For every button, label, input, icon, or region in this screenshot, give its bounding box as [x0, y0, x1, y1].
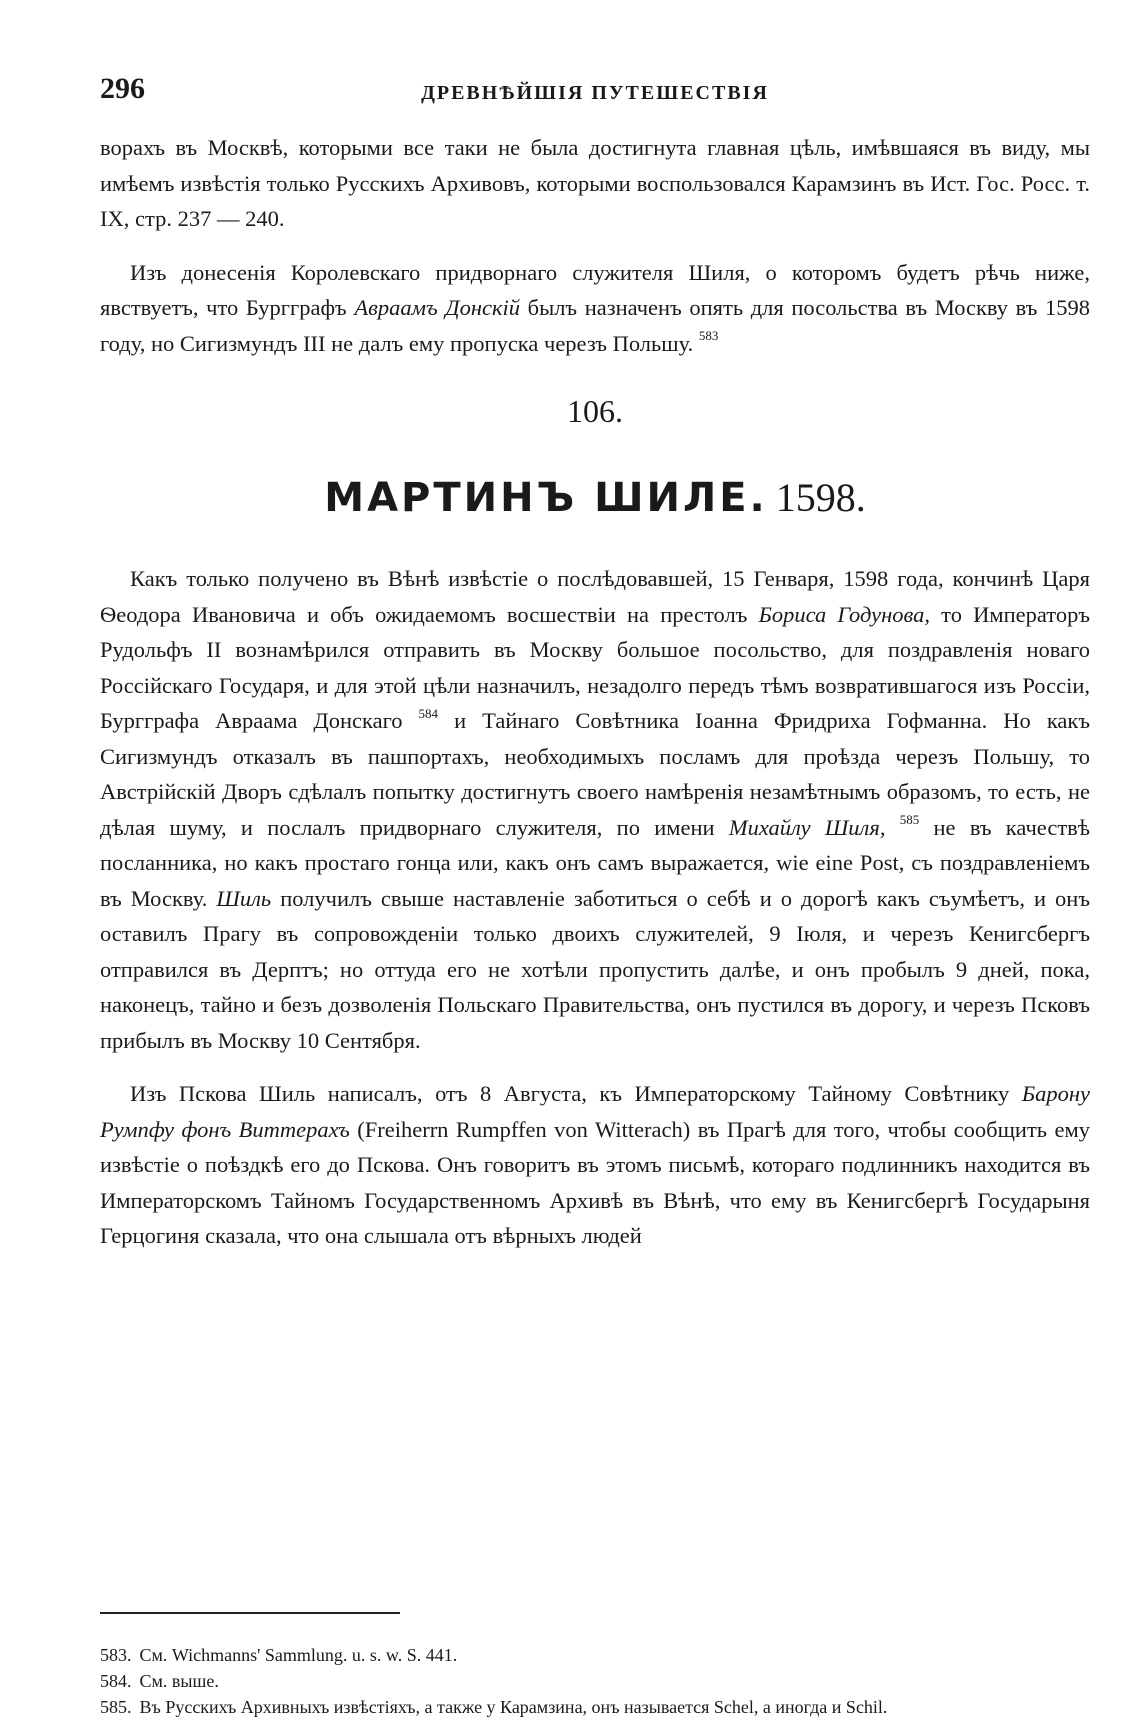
footnote-text: См. выше.	[139, 1671, 219, 1691]
main-paragraph-1	[100, 561, 1090, 1058]
footnote-ref-583[interactable]: 583	[698, 328, 719, 343]
page-header	[100, 72, 1090, 112]
footnote-585	[100, 1694, 1090, 1720]
intro-paragraph-2	[100, 255, 1090, 362]
p1-text-h: получилъ свыше наставленіе заботиться о себѣ и о дорогѣ какъ съумѣетъ, и онъ оставилъ Прагу въ сопровожденіи только двоихъ служителей, 9 Іюля, и черезъ Кенигсбергъ отправился въ Дерптъ; но оттуда его не хотѣли пропустить далѣе, и онъ пробылъ 9 дней, пока, наконецъ, тайно и безъ дозволенія Польскаго Правительства, онъ пустился въ дорогу, и черезъ Псковъ прибылъ въ Москву 10 Сентября.	[100, 885, 1090, 1053]
footnote-ref-585[interactable]: 585	[899, 812, 920, 827]
footnote-text: См. Wichmanns' Sammlung. u. s. w. S. 441.	[139, 1645, 458, 1665]
intro-p2-name: Авраамъ Донскій	[354, 295, 520, 320]
p2-italic-rumpf: Барону Румпфу фонъ Виттерахъ	[100, 1081, 1090, 1142]
footnote-584	[100, 1668, 1090, 1694]
footnote-583	[100, 1642, 1090, 1668]
intro-p2-text-b: былъ назначенъ опять для посольства въ Москву въ 1598 году, но Сигизмундъ III не далъ ему пропуска черезъ Польшу.	[100, 295, 1090, 356]
p1-text-f: не въ качествѣ посланника, но какъ простаго гонца или, какъ онъ самъ выражается, wie eine Post, съ поздравленіемъ въ Москву.	[100, 814, 1090, 911]
section-title-name: МАРТИНЪ ШИЛЕ.	[324, 475, 768, 521]
running-title: ДРЕВНѢЙШІЯ ПУТЕШЕСТВІЯ	[421, 82, 769, 104]
section-title-year: 1598.	[775, 475, 866, 520]
p1-text-a: Какъ только получено въ Вѣнѣ извѣстіе о послѣдовавшей, 15 Генваря, 1598 года, кончинѣ Царя Ѳеодора Ивановича и объ ожидаемомъ восшествіи на престолъ	[100, 566, 1090, 627]
p1-italic-godunov: Бориса Годунова,	[758, 601, 930, 627]
footnote-divider	[100, 1612, 400, 1614]
section-title	[100, 471, 1090, 531]
footnote-text: Въ Русскихъ Архивныхъ извѣстіяхъ, а также у Карамзина, онъ называется Schel, а иногда и Schil.	[139, 1697, 888, 1717]
footnote-number: 583.	[100, 1645, 132, 1665]
body-text	[100, 130, 1090, 1254]
main-paragraph-2	[100, 1076, 1090, 1254]
intro-paragraph-1: ворахъ въ Москвѣ, которыми все таки не была достигнута главная цѣль, имѣвшаяся въ виду, мы имѣемъ извѣстія только Русскихъ Архивовъ, которыми воспользовался Карамзинъ въ Ист. Гос. Росс. т. IX, стр. 237 — 240.	[100, 135, 1090, 231]
section-number: 106.	[567, 393, 623, 429]
page-number: 296	[100, 72, 145, 105]
intro-p2-text-a: Изъ донесенія Королевскаго придворнаго служителя Шиля, о которомъ будетъ рѣчь ниже, явствуетъ, что Бургграфъ	[100, 259, 1090, 320]
footnote-number: 584.	[100, 1671, 132, 1691]
p1-text-c: то Императоръ Рудольфъ II вознамѣрился отправить въ Москву большое посольство, для поздравленія новаго Россійскаго Государя, и для этой цѣли назначилъ, незадолго передъ тѣмъ возвратившагося изъ Россіи, Бургграфа Авраама Донскаго	[100, 601, 1090, 733]
footnote-ref-584[interactable]: 584	[418, 705, 439, 721]
p2-text-a: Изъ Пскова Шиль написалъ, отъ 8 Августа, къ Императорскому Тайному Совѣтнику	[130, 1081, 1022, 1106]
footnotes	[100, 1642, 1090, 1720]
p2-text-c: (Freiherrn Rumpffen von Witterach) въ Прагѣ для того, чтобы сообщить ему извѣстіе о поѣздкѣ его до Пскова. Онъ говоритъ въ этомъ письмѣ, котораго подлинникъ находится въ Императорскомъ Тайномъ Государственномъ Архивѣ въ Вѣнѣ, что ему въ Кенигсбергѣ Государыня Герцогиня сказала, что она слышала отъ вѣрныхъ людей	[100, 1116, 1090, 1248]
p1-text-d: и Тайнаго Совѣтника Іоанна Фридриха Гофманна. Но какъ Сигизмундъ отказалъ въ пашпортахъ, необходимыхъ посламъ для проѣзда черезъ Польшу, то Австрійскій Дворъ сдѣлалъ попытку достигнутъ своего намѣренія незамѣтнымъ образомъ, то есть, не дѣлая шуму, и послалъ придворнаго служителя, по имени	[100, 708, 1090, 840]
p1-italic-shil-2: Шиль	[216, 885, 272, 911]
footnote-number: 585.	[100, 1697, 132, 1717]
p1-italic-shil: Михайлу Шиля,	[728, 814, 886, 840]
